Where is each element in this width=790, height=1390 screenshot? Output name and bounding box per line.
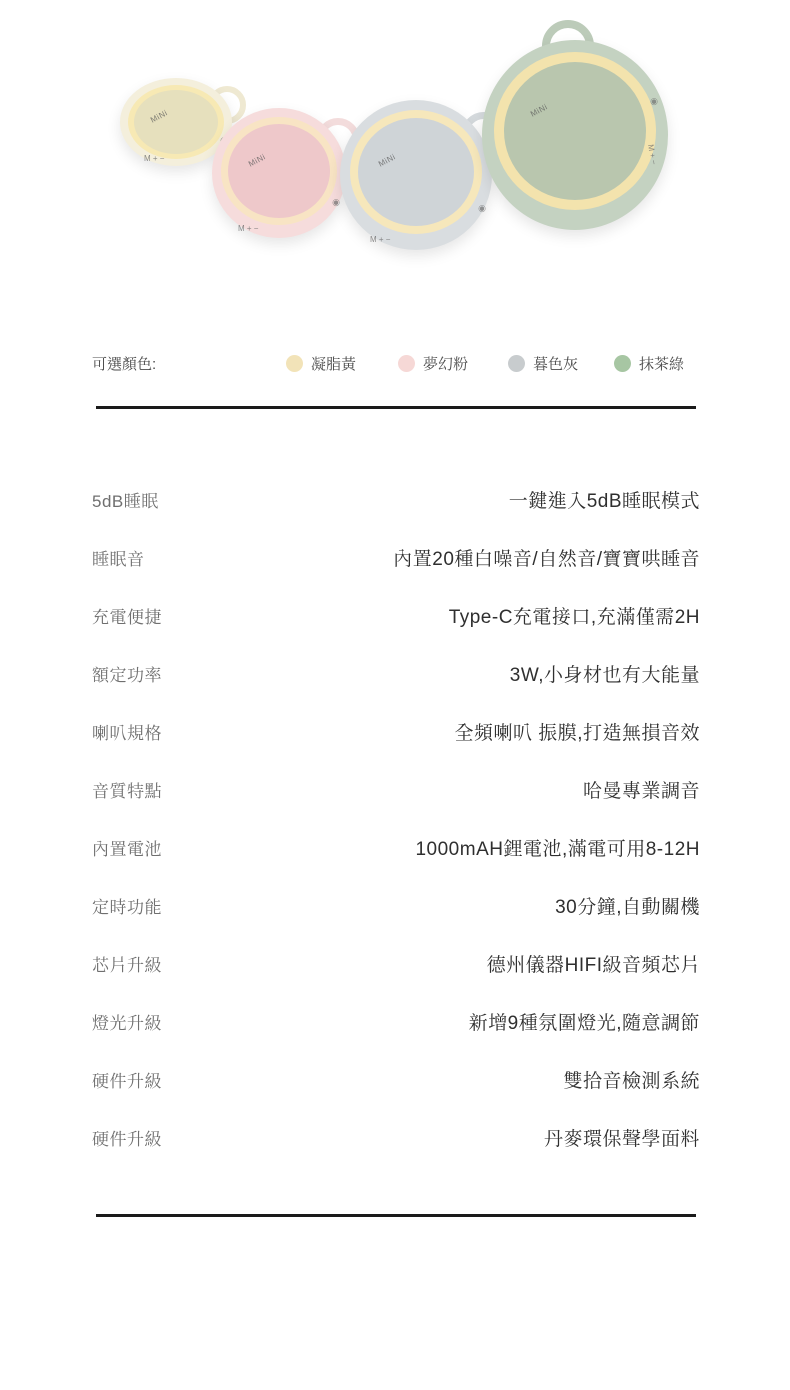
product-hero-image: [0, 0, 790, 320]
spec-key: 音質特點: [92, 781, 162, 801]
spec-row: [0, 876, 790, 934]
color-dot-icon: [286, 355, 303, 372]
spec-value: 哈曼專業調音: [582, 780, 700, 802]
spec-key: 喇叭規格: [92, 723, 162, 743]
color-swatch-label: 夢幻粉: [423, 356, 469, 373]
color-dot-icon: [508, 355, 525, 372]
spec-key: 芯片升級: [92, 955, 162, 975]
speaker-key-labels-pink: M + −: [238, 224, 259, 233]
spec-value: Type-C充電接口,充滿僅需2H: [448, 606, 700, 628]
speaker-grille-yellow: [134, 90, 218, 154]
speaker-key-labels-green: M + −: [645, 143, 658, 166]
spec-key: 燈光升級: [92, 1013, 162, 1033]
color-options-row: [0, 345, 790, 385]
color-swatch-label: 抹茶綠: [639, 356, 685, 373]
spec-value: 新增9種氛圍燈光,隨意調節: [468, 1012, 700, 1034]
spec-key: 額定功率: [92, 665, 162, 685]
spec-row: [0, 528, 790, 586]
spec-row: [0, 992, 790, 1050]
spec-key: 硬件升級: [92, 1071, 162, 1091]
spec-row: [0, 702, 790, 760]
spec-value: 全頻喇叭 振膜,打造無損音效: [454, 722, 700, 744]
spec-value: 內置20種白噪音/自然音/寶寶哄睡音: [393, 548, 700, 570]
spec-row: [0, 818, 790, 876]
speaker-grille-gray: [358, 118, 474, 226]
speaker-logo-gray: ◉: [478, 203, 486, 213]
spec-key: 睡眠音: [92, 549, 145, 569]
color-dot-icon: [614, 355, 631, 372]
spec-row: [0, 760, 790, 818]
spec-key: 充電便捷: [92, 607, 162, 627]
color-swatch-gray[interactable]: [508, 353, 578, 374]
speaker-brand-text-pink: MiNi: [246, 152, 268, 169]
product-speaker-green: [482, 40, 668, 230]
spec-value: 3W,小身材也有大能量: [509, 664, 700, 686]
spec-value: 1000mAH鋰電池,滿電可用8-12H: [415, 838, 700, 860]
color-swatch-pink[interactable]: [398, 353, 468, 374]
spec-value: 雙拾音檢測系統: [563, 1070, 700, 1092]
spec-value: 丹麥環保聲學面料: [543, 1128, 700, 1150]
product-speaker-pink: [212, 108, 346, 238]
divider-top: [96, 406, 696, 409]
divider-bottom: [96, 1214, 696, 1217]
speaker-logo-pink: ◉: [332, 197, 340, 207]
color-dot-icon: [398, 355, 415, 372]
spec-row: [0, 644, 790, 702]
speaker-logo-green: ◉: [650, 96, 658, 106]
color-swatch-label: 凝脂黃: [311, 356, 357, 373]
speaker-brand-text-yellow: MiNi: [148, 108, 170, 125]
spec-key: 定時功能: [92, 897, 162, 917]
spec-row: [0, 934, 790, 992]
color-swatch-yellow[interactable]: [286, 353, 356, 374]
product-speaker-gray: [340, 100, 492, 250]
spec-row: [0, 1050, 790, 1108]
spec-key: 5dB睡眠: [92, 491, 159, 511]
spec-key: 內置電池: [92, 839, 162, 859]
color-options-label: 可選顏色:: [92, 356, 157, 373]
spec-value: 德州儀器HIFI級音頻芯片: [486, 954, 700, 976]
speaker-grille-green: [504, 62, 646, 200]
speaker-key-labels-gray: M + −: [370, 235, 391, 244]
spec-value: 一鍵進入5dB睡眠模式: [508, 490, 700, 512]
spec-key: 硬件升級: [92, 1129, 162, 1149]
spec-row: [0, 470, 790, 528]
speaker-grille-pink: [228, 124, 330, 218]
spec-row: [0, 586, 790, 644]
speaker-brand-text-green: MiNi: [528, 102, 550, 119]
spec-table: [0, 470, 790, 1166]
color-swatch-green[interactable]: [614, 353, 684, 374]
spec-row: [0, 1108, 790, 1166]
speaker-key-labels-yellow: M + −: [144, 154, 165, 163]
speaker-brand-text-gray: MiNi: [376, 152, 398, 169]
spec-value: 30分鐘,自動關機: [555, 896, 700, 918]
color-swatch-label: 暮色灰: [533, 356, 579, 373]
